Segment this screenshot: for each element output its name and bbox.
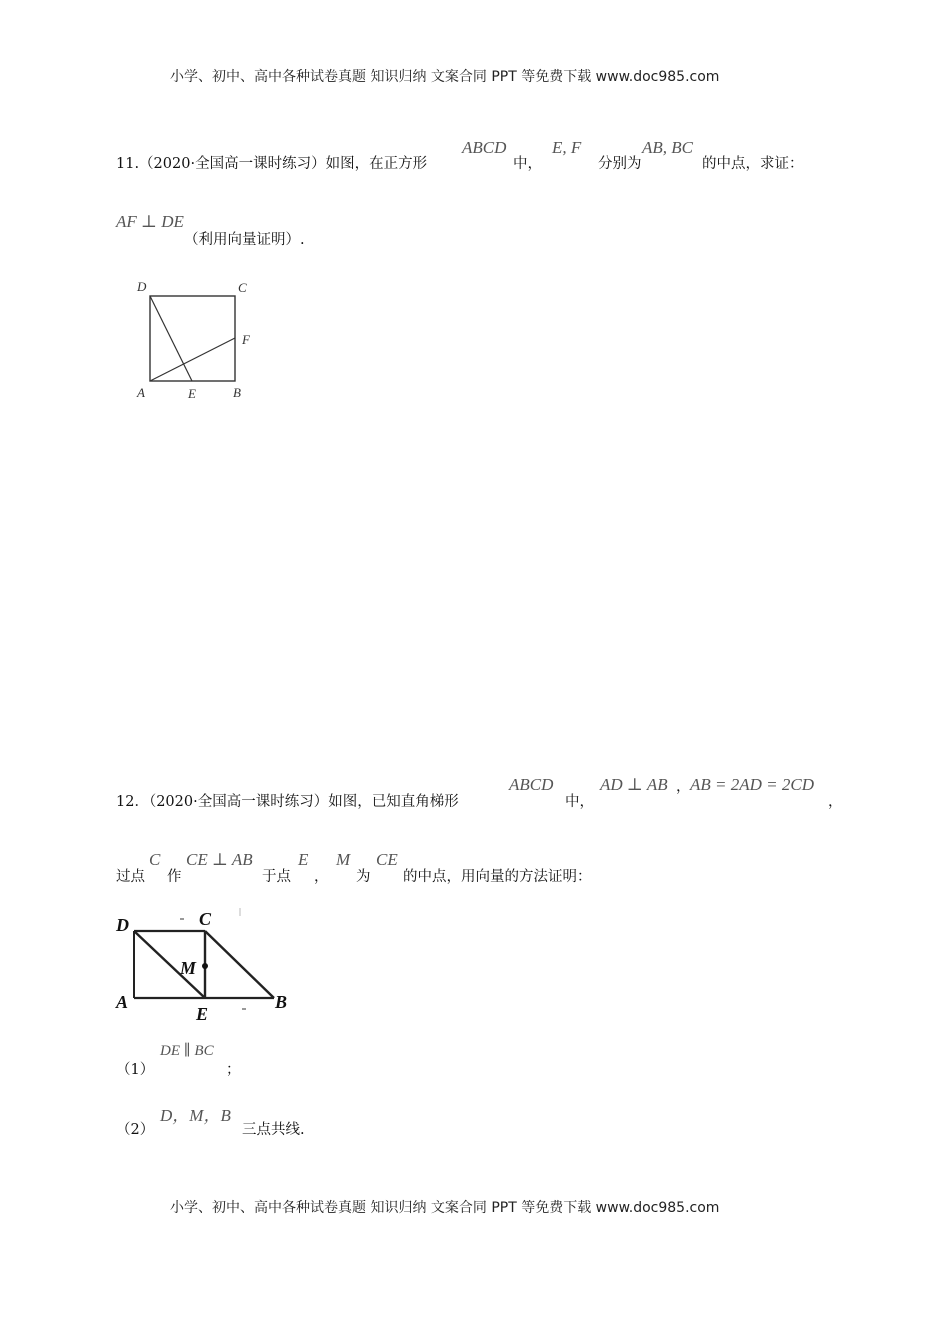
square-abcd: [150, 296, 235, 381]
q11-intro: 11.（2020·全国高一课时练习）如图，在正方形: [116, 156, 428, 172]
label-e: E: [196, 1004, 209, 1024]
q12-part1-math: DE ∥ BC: [160, 1043, 214, 1059]
q12-math-perp: AD ⊥ AB: [600, 775, 668, 794]
q11-text-fenbie: 分别为: [598, 156, 642, 172]
label-a: A: [137, 385, 145, 400]
q12-text-zhong: 中，: [565, 794, 594, 810]
page-footer: 小学、初中、高中各种试卷真题 知识归纳 文案合同 PPT 等免费下载 www.doc985.com: [170, 1200, 720, 1216]
q11-math-abbc: AB, BC: [642, 138, 693, 157]
label-b: B: [275, 992, 288, 1012]
q12-part1-label: （1）: [116, 1062, 155, 1078]
q12-part2-end: 三点共线.: [242, 1122, 305, 1138]
q11-math-claim: AF ⊥ DE: [116, 212, 184, 231]
q12-comma: ，: [676, 779, 691, 795]
q12-part1-end: ；: [226, 1062, 241, 1078]
q11-text-zhong: 中，: [513, 156, 542, 172]
q12-math-e: E: [298, 850, 309, 869]
q11-square-figure: [128, 274, 268, 410]
q12-math-eq: AB = 2AD = 2CD: [690, 775, 814, 794]
q12-text-guodian: 过点: [116, 869, 145, 885]
q12-text-wei: 为: [356, 869, 371, 885]
segment-de: [150, 296, 192, 381]
label-a: A: [116, 992, 129, 1012]
q11-math-ef: E, F: [552, 138, 582, 157]
q11-math-abcd: ABCD: [462, 138, 507, 157]
side-cb: [205, 931, 274, 998]
segment-af: [150, 338, 235, 381]
label-d: D: [137, 279, 147, 294]
q11-text-method: （利用向量证明）.: [184, 232, 305, 248]
label-b: B: [233, 385, 241, 400]
label-f: F: [242, 332, 250, 347]
q12-math-c: C: [149, 850, 161, 869]
q11-text-midpoint: 的中点，求证：: [702, 156, 804, 172]
q12-trapezoid-figure: [114, 906, 300, 1026]
q12-intro: 12．（2020·全国高一课时练习）如图，已知直角梯形: [116, 794, 459, 810]
q12-math-ce: CE: [376, 850, 398, 869]
page-header: 小学、初中、高中各种试卷真题 知识归纳 文案合同 PPT 等免费下载 www.doc985.com: [170, 69, 720, 85]
label-e: E: [188, 386, 196, 401]
q12-comma3: ，: [314, 869, 329, 885]
q12-part2-label: （2）: [116, 1122, 155, 1138]
q12-text-tail: 的中点，用向量的方法证明：: [403, 869, 592, 885]
q12-math-abcd: ABCD: [509, 775, 554, 794]
label-m: M: [180, 958, 197, 978]
q12-math-ceab: CE ⊥ AB: [186, 850, 253, 869]
q12-text-yudian: 于点: [262, 869, 291, 885]
label-d: D: [116, 915, 129, 935]
q12-comma2: ，: [828, 794, 843, 810]
q12-math-m: M: [336, 850, 351, 869]
q12-part2-math: D，M，B: [160, 1106, 231, 1125]
point-m: [202, 963, 208, 969]
label-c: C: [199, 909, 212, 929]
label-c: C: [238, 280, 247, 295]
q12-text-zuo: 作: [167, 869, 182, 885]
